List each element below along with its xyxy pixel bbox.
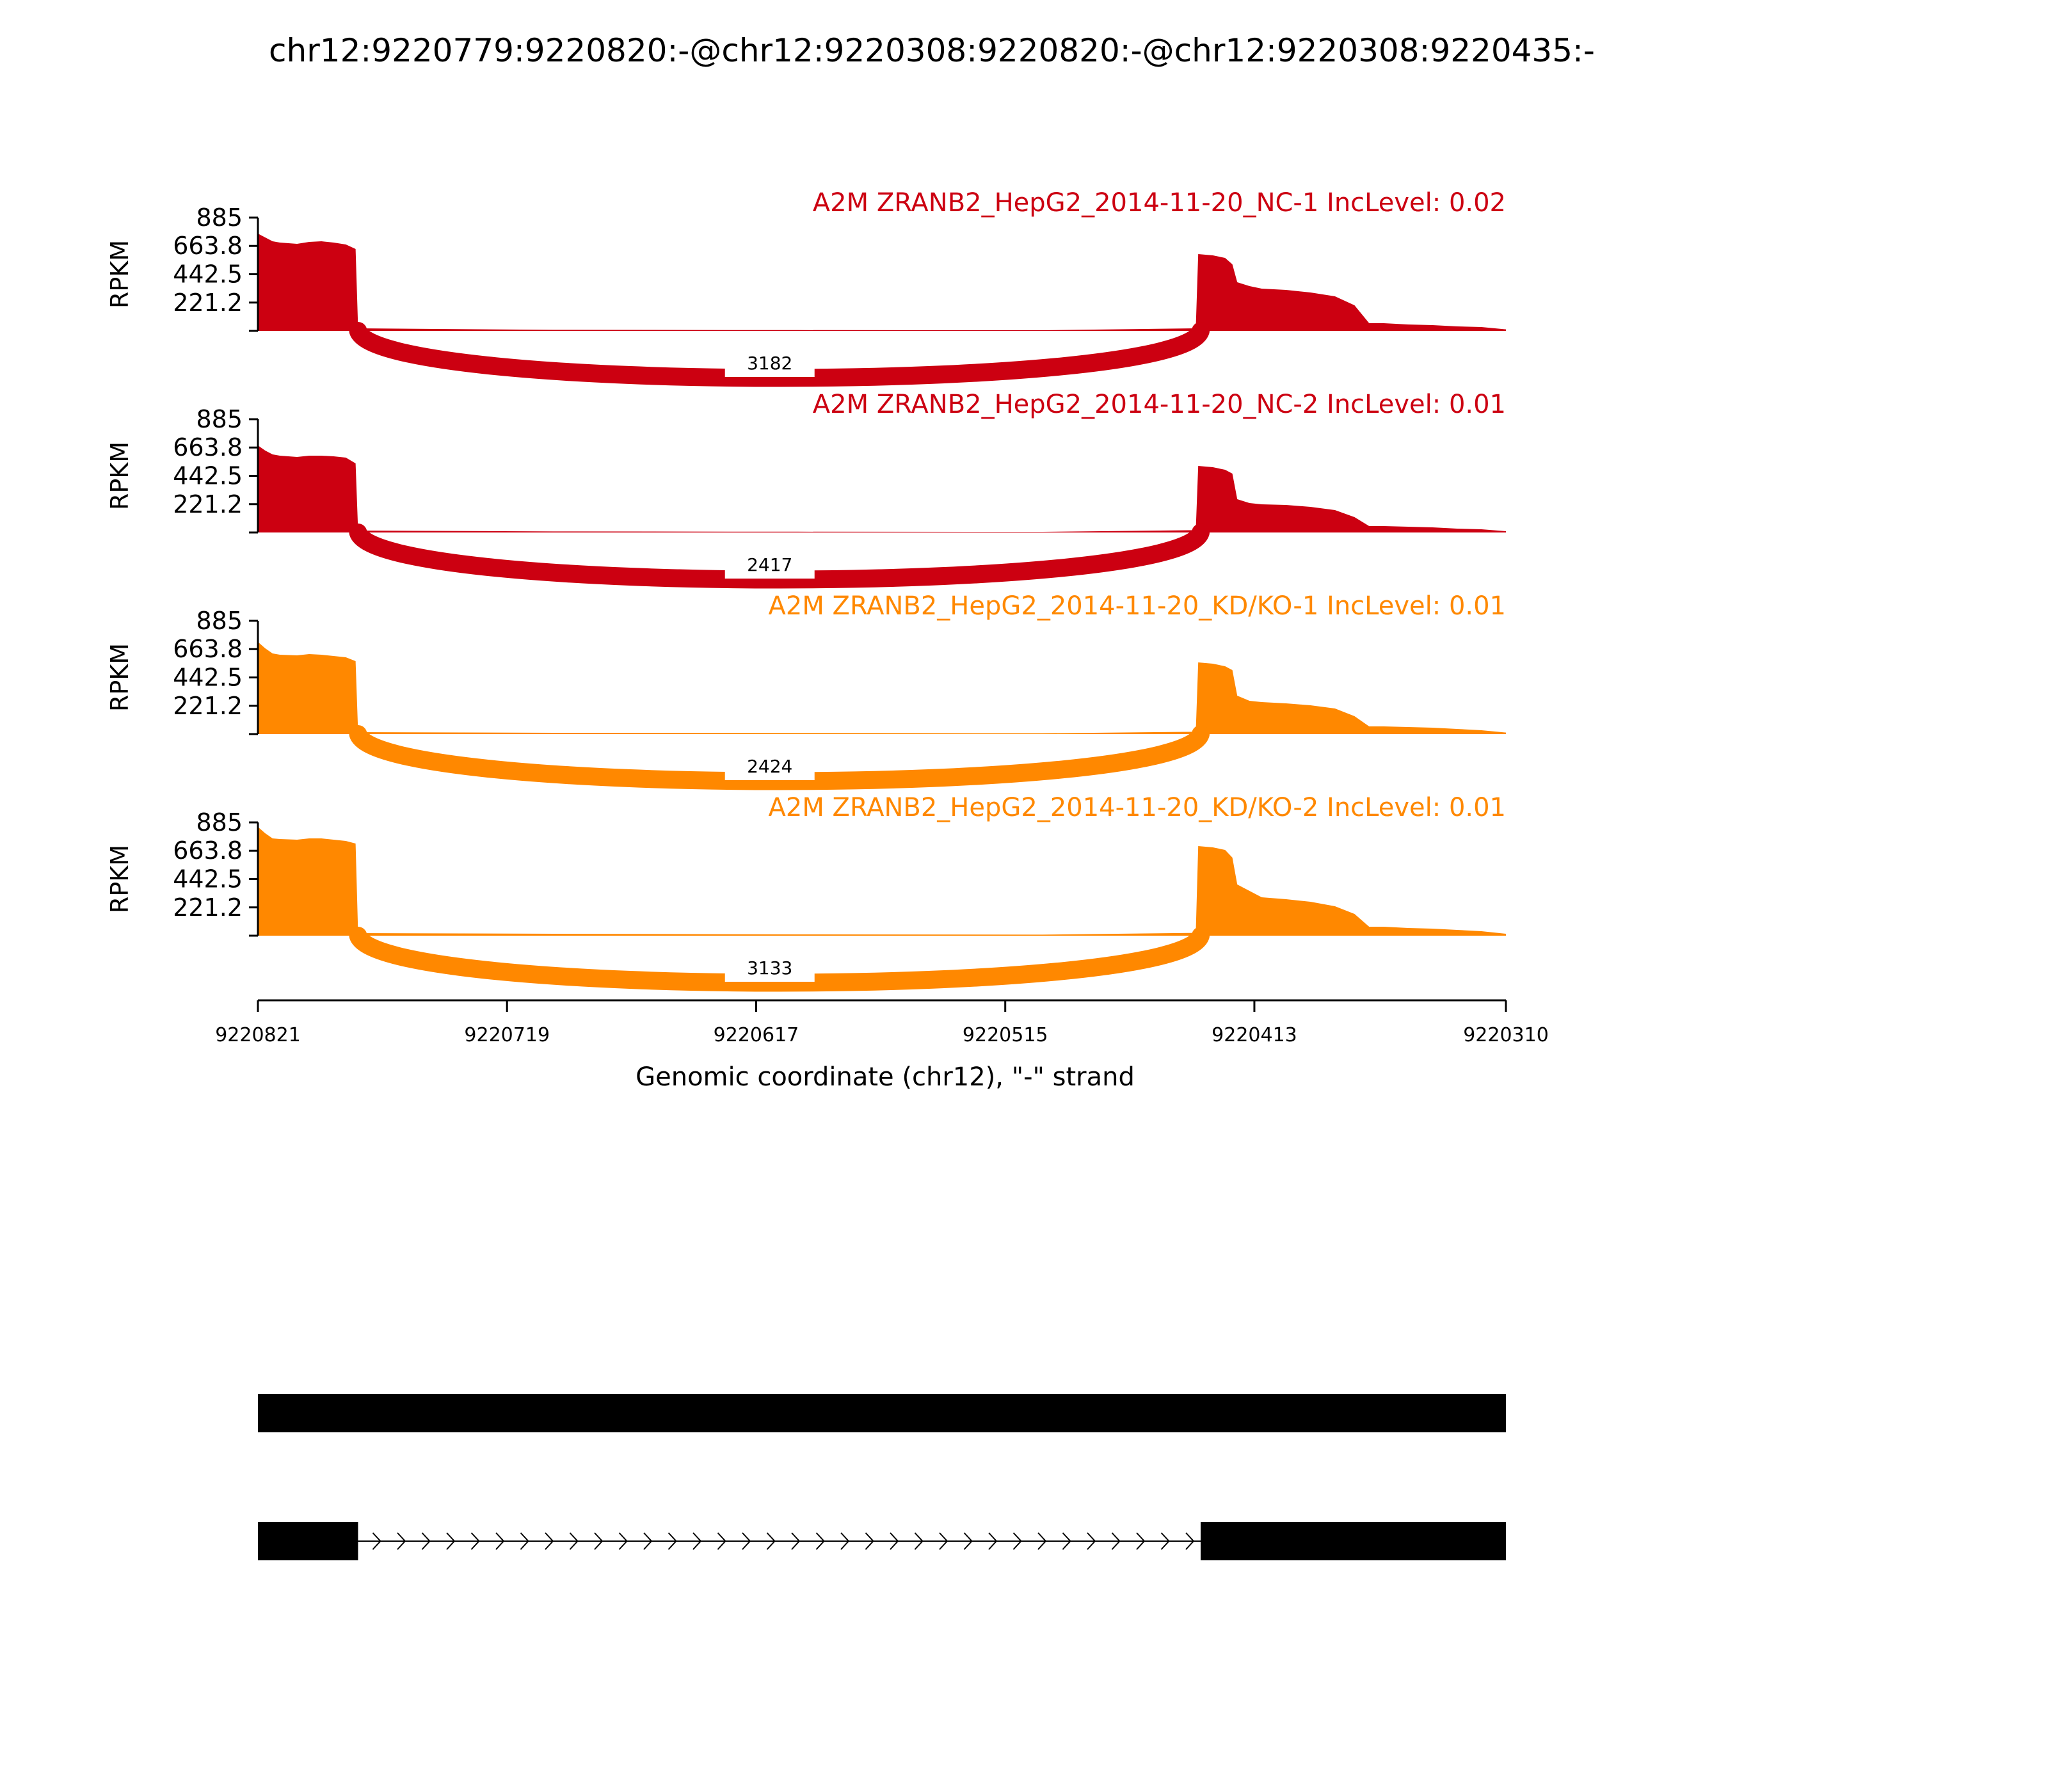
y-tick-label: 442.5 (173, 663, 243, 692)
y-tick-label: 442.5 (173, 260, 243, 289)
y-axis-label: RPKM (106, 844, 134, 914)
x-tick-label: 9220310 (1463, 1024, 1549, 1046)
panel-title: A2M ZRANB2_HepG2_2014-11-20_KD/KO-2 IncLevel: 0.01 (768, 793, 1506, 822)
y-axis-label: RPKM (106, 441, 134, 511)
y-tick-label: 221.2 (173, 893, 243, 922)
y-tick-label: 885 (196, 808, 243, 836)
coverage-area (258, 234, 1506, 331)
x-axis (215, 1000, 1549, 1046)
y-tick-label: 442.5 (173, 461, 243, 490)
y-axis-label: RPKM (106, 643, 134, 712)
x-tick-label: 9220515 (962, 1024, 1048, 1046)
junction-count: 2417 (747, 554, 793, 575)
y-tick-label: 885 (196, 204, 243, 232)
y-tick-label: 663.8 (173, 232, 243, 260)
x-tick-label: 9220617 (713, 1024, 799, 1046)
y-tick-label: 442.5 (173, 865, 243, 893)
y-tick-label: 221.2 (173, 490, 243, 518)
panel-title: A2M ZRANB2_HepG2_2014-11-20_NC-1 IncLevel: 0.02 (812, 188, 1506, 218)
junction-count: 2424 (747, 756, 793, 777)
exon-block (1201, 1522, 1506, 1560)
exon-block (258, 1394, 1506, 1432)
coverage-area (258, 445, 1506, 532)
junction-count: 3133 (747, 957, 793, 979)
y-tick-label: 885 (196, 405, 243, 433)
y-axis-label: RPKM (106, 239, 134, 309)
y-tick-label: 221.2 (173, 691, 243, 720)
y-tick-label: 663.8 (173, 635, 243, 664)
coverage-area (258, 827, 1506, 936)
x-axis-label: Genomic coordinate (chr12), "-" strand (636, 1062, 1135, 1092)
exon-block (258, 1522, 358, 1560)
coverage-panel (106, 188, 1506, 378)
x-tick-label: 9220821 (215, 1024, 301, 1046)
coverage-panel (106, 390, 1506, 580)
y-tick-label: 221.2 (173, 288, 243, 317)
y-tick-label: 663.8 (173, 433, 243, 462)
chart-title: chr12:9220779:9220820:-@chr12:9220308:9220820:-@chr12:9220308:9220435:- (269, 32, 1595, 69)
panel-title: A2M ZRANB2_HepG2_2014-11-20_KD/KO-1 IncLevel: 0.01 (768, 591, 1506, 621)
x-tick-label: 9220719 (464, 1024, 550, 1046)
isoform-inclusion (258, 1394, 1506, 1432)
coverage-panel (106, 591, 1506, 781)
y-tick-label: 885 (196, 607, 243, 635)
isoform-track (258, 1394, 1506, 1560)
panel-title: A2M ZRANB2_HepG2_2014-11-20_NC-2 IncLevel: 0.01 (812, 390, 1506, 419)
coverage-area (258, 642, 1506, 734)
isoform-skipping (258, 1522, 1506, 1560)
junction-count: 3182 (747, 353, 793, 374)
coverage-panels (106, 188, 1506, 983)
x-tick-label: 9220413 (1212, 1024, 1297, 1046)
coverage-panel (106, 793, 1506, 983)
y-tick-label: 663.8 (173, 836, 243, 865)
